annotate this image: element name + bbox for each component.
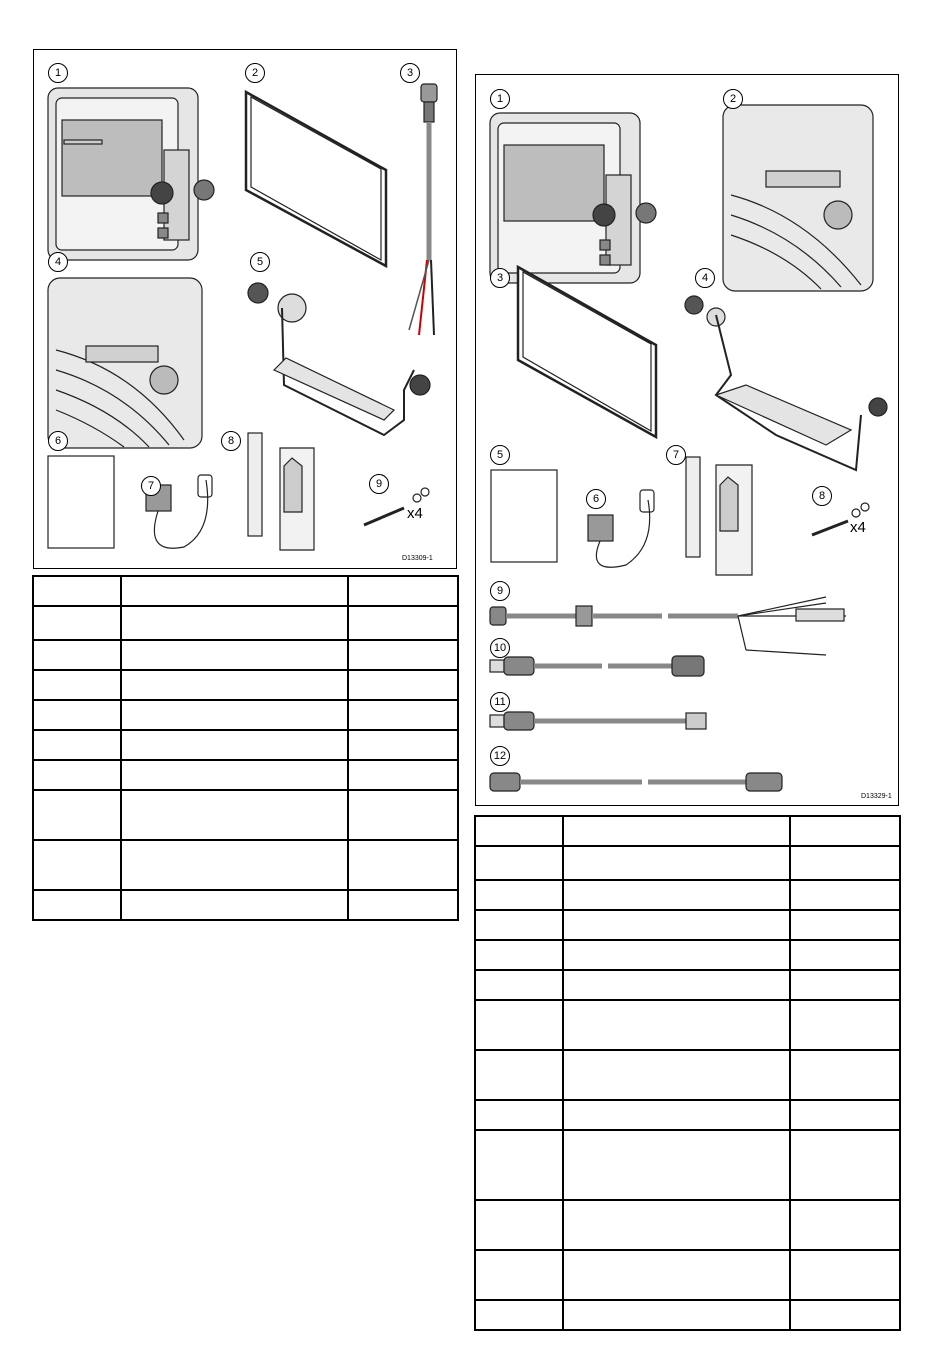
callout-2: 2 xyxy=(723,89,743,109)
drawing-code: D13309-1 xyxy=(402,555,433,562)
document-illustration xyxy=(48,456,114,548)
trunnion-bracket-illustration xyxy=(685,296,887,470)
network-cable-illustration xyxy=(490,773,782,791)
extension-cable-illustration xyxy=(490,712,706,730)
right-parts-figure xyxy=(475,74,899,806)
table-row xyxy=(33,670,458,700)
callout-3: 3 xyxy=(490,268,510,288)
quantity-label: x4 xyxy=(850,519,866,536)
callout-6: 6 xyxy=(586,489,606,509)
callout-5: 5 xyxy=(490,445,510,465)
table-row xyxy=(475,970,900,1000)
right-parts-table xyxy=(474,815,901,1331)
callout-7: 7 xyxy=(141,476,161,496)
table-row xyxy=(33,730,458,760)
callout-4: 4 xyxy=(48,252,68,272)
table-row xyxy=(33,640,458,670)
left-parts-illustration xyxy=(34,50,456,568)
table-row xyxy=(33,790,458,840)
table-row xyxy=(475,1050,900,1100)
callout-4: 4 xyxy=(695,268,715,288)
callout-11: 11 xyxy=(490,692,510,712)
display-unit-illustration xyxy=(490,113,656,283)
trunnion-bracket-illustration xyxy=(248,283,430,435)
callout-1: 1 xyxy=(490,89,510,109)
callout-8: 8 xyxy=(812,486,832,506)
mounting-clip-illustration xyxy=(248,433,314,550)
sun-cover-illustration xyxy=(48,278,202,448)
table-row xyxy=(475,846,900,880)
power-cable-illustration xyxy=(409,84,437,335)
table-row xyxy=(33,890,458,920)
left-parts-table xyxy=(32,575,459,921)
callout-10: 10 xyxy=(490,638,510,658)
callout-12: 12 xyxy=(490,746,510,766)
document-illustration xyxy=(491,470,557,562)
callout-1: 1 xyxy=(48,63,68,83)
table-row xyxy=(475,1250,900,1300)
table-header-row xyxy=(475,816,900,846)
mounting-clip-illustration xyxy=(686,457,752,575)
display-unit-illustration xyxy=(48,88,214,260)
sun-cover-illustration xyxy=(723,105,873,291)
table-row xyxy=(475,1000,900,1050)
table-row xyxy=(475,1130,900,1200)
table-row xyxy=(33,840,458,890)
callout-5: 5 xyxy=(250,252,270,272)
callout-6: 6 xyxy=(48,431,68,451)
callout-9: 9 xyxy=(490,581,510,601)
callout-3: 3 xyxy=(400,63,420,83)
table-row xyxy=(33,606,458,640)
gasket-illustration xyxy=(518,267,656,437)
table-row xyxy=(33,760,458,790)
callout-2: 2 xyxy=(245,63,265,83)
table-row xyxy=(475,1100,900,1130)
table-row xyxy=(475,1300,900,1330)
callout-8: 8 xyxy=(221,431,241,451)
table-row xyxy=(33,700,458,730)
table-row xyxy=(475,1200,900,1250)
quantity-label: x4 xyxy=(407,505,423,522)
right-parts-illustration xyxy=(476,75,898,805)
callout-7: 7 xyxy=(666,445,686,465)
table-row xyxy=(475,910,900,940)
gasket-illustration xyxy=(246,92,386,266)
callout-9: 9 xyxy=(369,474,389,494)
table-row xyxy=(475,880,900,910)
power-data-cable-illustration xyxy=(490,597,846,655)
drawing-code: D13329-1 xyxy=(861,793,892,800)
left-parts-figure xyxy=(33,49,457,569)
table-header-row xyxy=(33,576,458,606)
adapter-cable-illustration xyxy=(490,656,704,676)
table-row xyxy=(475,940,900,970)
